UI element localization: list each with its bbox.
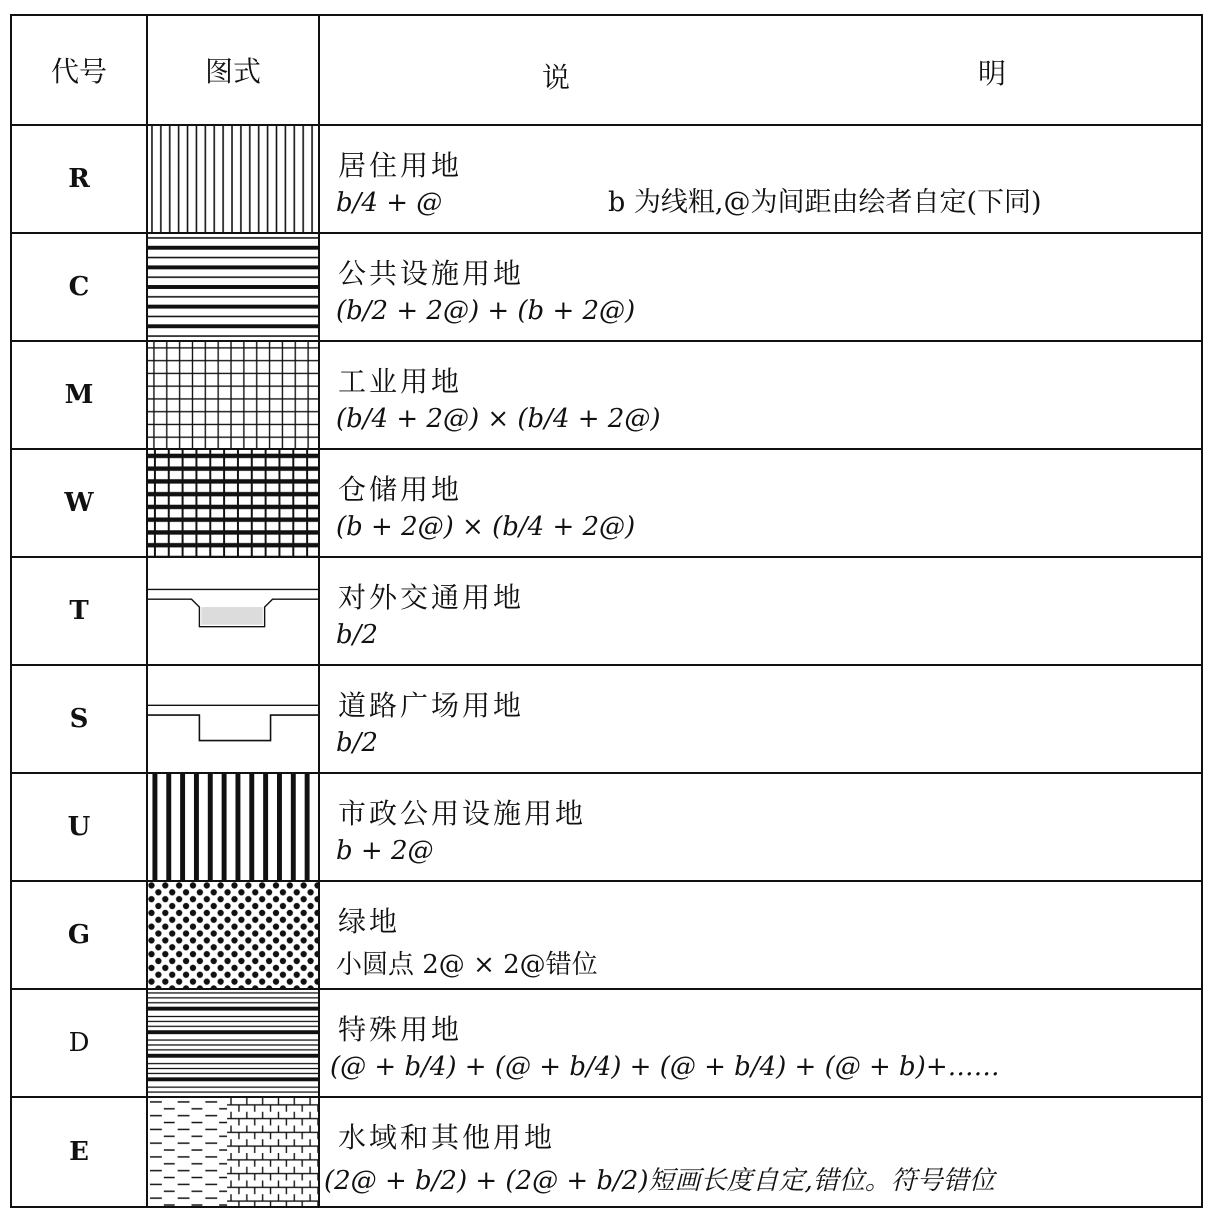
land-use-code: R [12,126,148,232]
thin-vertical-lines-pattern [148,126,318,232]
land-use-code: T [12,558,148,664]
land-use-name: 水域和其他用地 [338,1121,556,1154]
pattern-cell [148,126,320,232]
table-row [12,232,1201,340]
header-pattern: 图式 [204,55,261,88]
desc-cell [320,126,1201,232]
line-formula: 小圆点 2@ × 2@错位 [336,950,598,980]
land-use-name: 工业用地 [338,365,463,398]
desc-cell [320,990,1201,1096]
table-row [12,556,1201,664]
pattern-cell [148,882,320,988]
line-formula: (b/2 + 2@) + (b + 2@) [336,296,636,326]
land-use-name: 仓储用地 [338,473,463,506]
pattern-cell [148,450,320,556]
line-note: b 为线粗,@为间距由绘者自定(下同) [608,187,1042,218]
desc-cell [320,666,1201,772]
land-use-code: C [12,234,148,340]
line-formula: b + 2@ [336,836,434,866]
pattern-cell [148,342,320,448]
land-use-name: 对外交通用地 [338,581,525,614]
line-formula: (b/4 + 2@) × (b/4 + 2@) [336,404,661,434]
header-code: 代号 [12,16,148,124]
road-profile-pattern [148,666,318,772]
desc-cell [320,342,1201,448]
land-use-name: 特殊用地 [338,1013,463,1046]
pattern-cell [148,558,320,664]
pattern-cell [148,774,320,880]
line-formula: b/2 [336,728,378,758]
table-row [12,880,1201,988]
table-row [12,448,1201,556]
land-use-name: 居住用地 [338,149,463,182]
line-formula: (2@ + b/2) + (2@ + b/2)短画长度自定,错位。符号错位 [324,1166,995,1196]
table-row [12,124,1201,232]
pattern-cell [148,1098,320,1206]
land-use-code: S [12,666,148,772]
desc-cell [320,774,1201,880]
land-use-code: M [12,342,148,448]
land-use-name: 绿地 [338,905,401,938]
header-pattern-cell [148,16,320,124]
dashes-and-bricks-pattern [148,1098,318,1206]
header-desc-cell [320,16,1201,124]
header-desc-left: 说 [542,61,571,94]
land-use-name: 道路广场用地 [338,689,525,722]
land-use-name: 公共设施用地 [338,257,525,290]
table-row [12,772,1201,880]
thick-vertical-lines-pattern [148,774,318,880]
header-desc-right: 明 [978,57,1007,90]
pattern-cell [148,234,320,340]
desc-cell [320,234,1201,340]
land-use-code: G [12,882,148,988]
line-formula: b/4 + @ [336,188,443,218]
table-row [12,340,1201,448]
line-formula: (@ + b/4) + (@ + b/4) + (@ + b/4) + (@ + b)+…… [330,1052,1000,1082]
table-row [12,988,1201,1096]
land-use-code: D [12,990,148,1096]
table-row [12,664,1201,772]
grouped-horizontal-lines-pattern [148,990,318,1096]
table-row [12,1096,1201,1206]
staggered-dots-pattern [148,882,318,988]
line-formula: b/2 [336,620,378,650]
header-row [12,16,1201,124]
thick-grid-pattern [148,450,318,556]
thin-grid-pattern [148,342,318,448]
land-use-name: 市政公用设施用地 [338,797,587,830]
road-profile-filled-pattern [148,558,318,664]
desc-cell [320,558,1201,664]
pattern-cell [148,990,320,1096]
pattern-cell [148,666,320,772]
land-use-code: W [12,450,148,556]
line-formula: (b + 2@) × (b/4 + 2@) [336,512,636,542]
land-use-code: E [12,1098,148,1206]
desc-cell [320,1098,1201,1206]
desc-cell [320,882,1201,988]
desc-cell [320,450,1201,556]
land-use-legend-table [10,14,1203,1208]
land-use-code: U [12,774,148,880]
alternating-horizontal-lines-pattern [148,234,318,340]
